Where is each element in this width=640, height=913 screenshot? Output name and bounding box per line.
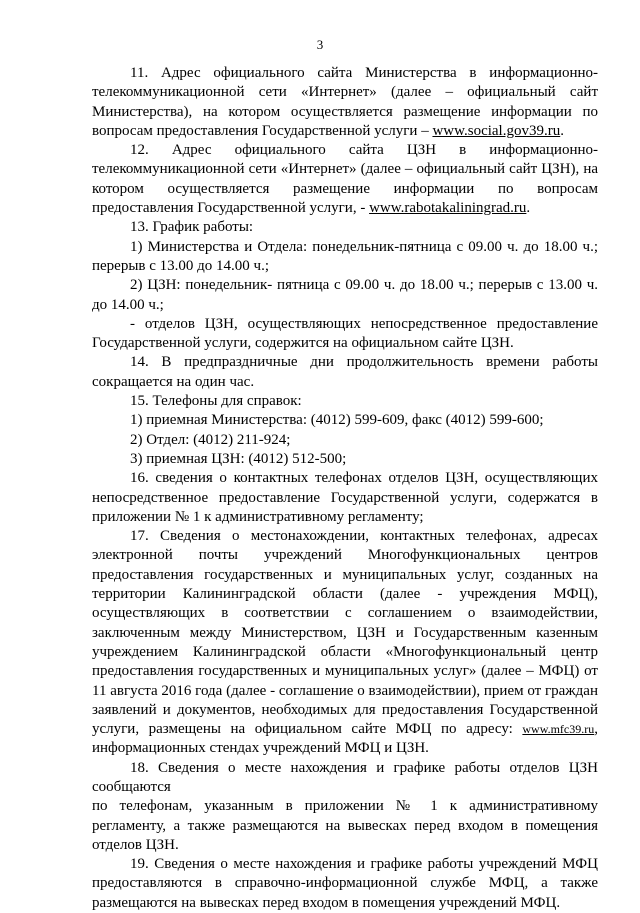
paragraph-13-item-3: - отделов ЦЗН, осуществляющих непосредственное предоставление Государственной услуги, содержится на официальном сайте ЦЗН.	[92, 315, 598, 352]
paragraph-17-tail: , информационных стендах учреждений МФЦ и ЦЗН.	[92, 721, 598, 757]
paragraph-11-tail: .	[560, 122, 564, 139]
paragraph-16: 16. сведения о контактных телефонах отделов ЦЗН, осуществляющих непосредственное предоставление Государственной услуги, содержатся в приложении № 1 к административному регламенту;	[92, 470, 598, 525]
paragraph-12-tail: .	[526, 200, 531, 217]
paragraph-18-part-1: 18. Сведения о месте нахождения и графике работы отделов ЦЗН сообщаются	[92, 759, 598, 795]
paragraph-17-text: 17. Сведения о местонахождении, контактных телефонах, адресах электронной почты учреждений Многофункциональных центров предоставления государственных и муниципальных услуг, созданных на территории Калининградской области (далее - учреждения МФЦ), осуществляющих в соответствии с соглашением о взаимодействии, заключенным между Министерством, ЦЗН и Государственным казенным учреждением Калининградской области «Многофункциональный центр предоставления государственных и муниципальных услуг» (далее – МФЦ) от 11 августа 2016 года (далее - соглашение о взаимодействии), прием от граждан заявлений и документов, необходимых для предоставления Государственной услуги, размещены на официальном сайте МФЦ по адресу:	[92, 528, 598, 738]
paragraph-12	[92, 141, 598, 218]
paragraph-17	[92, 527, 598, 759]
paragraph-13-item-1: 1) Министерства и Отдела: понедельник-пятница с 09.00 ч. до 18.00 ч.; перерыв с 13.00 до 14.00 ч.;	[92, 238, 598, 274]
paragraph-15-item-1: 1) приемная Министерства: (4012) 599-609, факс (4012) 599-600;	[130, 412, 544, 429]
paragraph-11-text: 11. Адрес официального сайта Министерства в информационно-телекоммуникационной сети «Интернет» (далее – официальный сайт Министерства), на котором осуществляется размещение информации по вопросам предоставления Государственной услуги –	[92, 65, 598, 139]
ministry-site-link[interactable]: www.social.gov39.ru	[432, 122, 561, 139]
mfc-site-link[interactable]: www.mfc39.ru	[522, 722, 595, 737]
paragraph-14: 14. В предпраздничные дни продолжительность времени работы сокращается на один час.	[92, 354, 598, 390]
paragraph-15-title: 15. Телефоны для справок:	[130, 393, 302, 410]
czn-site-link[interactable]: www.rabotakaliningrad.ru	[369, 200, 527, 217]
paragraph-13-item-2: 2) ЦЗН: понедельник- пятница с 09.00 ч. до 18.00 ч.; перерыв с 13.00 ч. до 14.00 ч.;	[92, 277, 598, 313]
paragraph-15-item-3: 3) приемная ЦЗН: (4012) 512-500;	[130, 450, 347, 467]
document-body	[92, 64, 598, 913]
paragraph-18-part-2: по телефонам, указанным в приложении № 1 к административному регламенту, а также размещаются на вывесках перед входом в помещения отделов ЦЗН.	[92, 798, 598, 853]
paragraph-15-item-2: 2) Отдел: (4012) 211-924;	[130, 431, 291, 448]
paragraph-12-text: 12. Адрес официального сайта ЦЗН в информационно-телекоммуникационной сети «Интернет» (далее – официальный сайт ЦЗН), на котором осуществляется размещение информации по вопросам предоставления Государственной услуги, -	[92, 142, 598, 217]
paragraph-13-title: 13. График работы:	[130, 219, 254, 236]
page-number: 3	[316, 37, 324, 52]
paragraph-11	[92, 64, 598, 141]
paragraph-19: 19. Сведения о месте нахождения и графике работы учреждений МФЦ предоставляются в справочно-информационной службе МФЦ, а также размещаются на вывесках перед входом в помещения учреждений МФЦ.	[92, 856, 598, 911]
